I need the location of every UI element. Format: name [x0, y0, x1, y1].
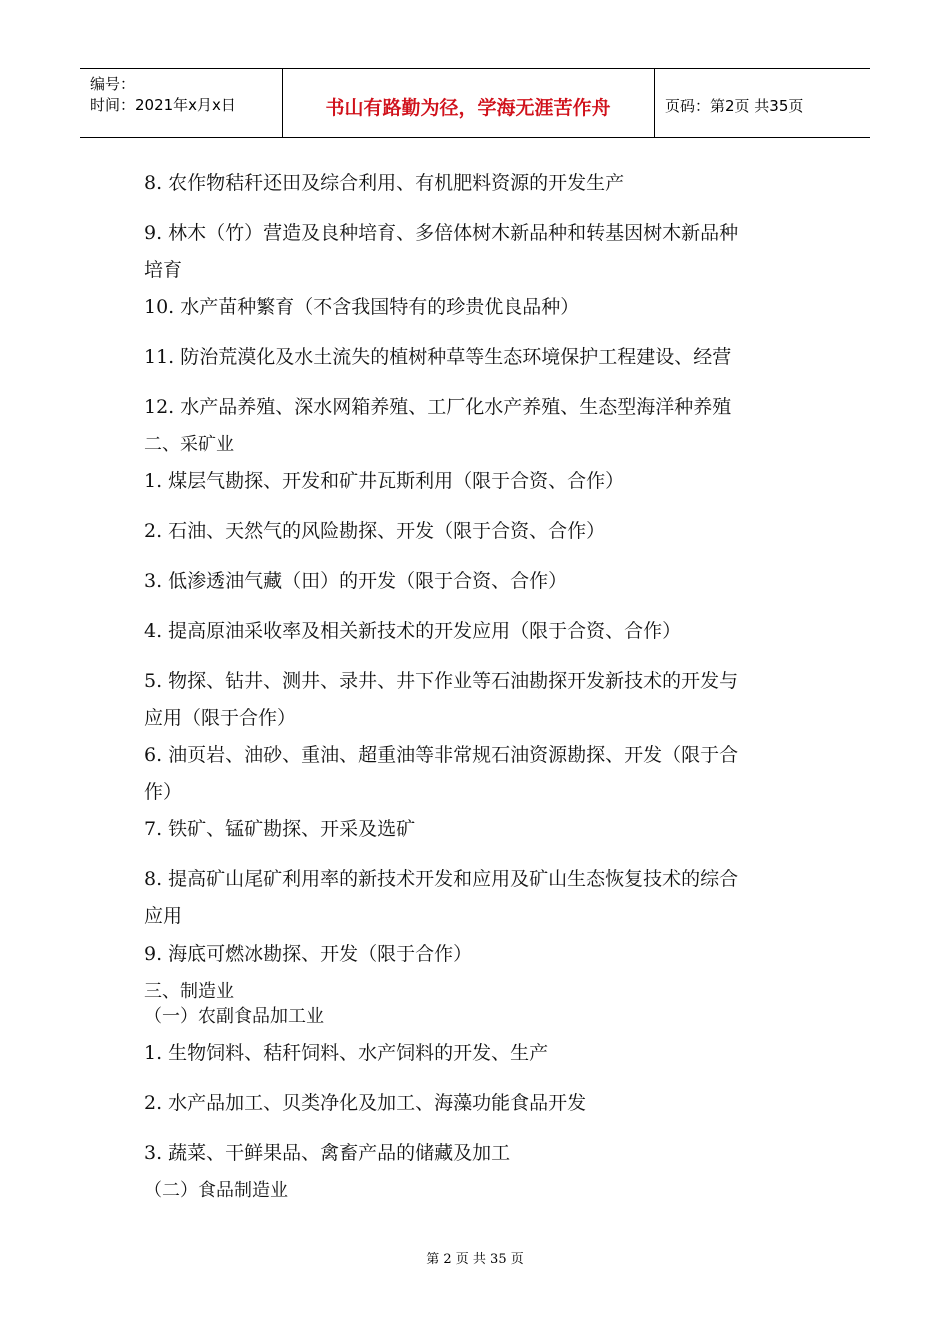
document-date: 时间：2021年x月x日 [90, 96, 236, 114]
list-item-continuation: 应用（限于合作） [144, 707, 297, 729]
header-info-cell [80, 69, 283, 137]
list-item: 2. 水产品加工、贝类净化及加工、海藻功能食品开发 [144, 1092, 587, 1114]
list-item: 1. 生物饲料、秸秆饲料、水产饲料的开发、生产 [144, 1042, 549, 1064]
list-item: 8. 农作物秸秆还田及综合利用、有机肥料资源的开发生产 [144, 172, 625, 194]
subsection-heading: （二）食品制造业 [144, 1180, 288, 1201]
document-number: 编号： [90, 75, 136, 93]
list-item-continuation: 应用 [144, 905, 183, 927]
list-item: 8. 提高矿山尾矿利用率的新技术开发和应用及矿山生态恢复技术的综合 [144, 868, 739, 890]
section-heading: 二、采矿业 [144, 434, 234, 455]
list-item-continuation: 培育 [144, 259, 183, 281]
list-item: 1. 煤层气勘探、开发和矿井瓦斯利用（限于合资、合作） [144, 470, 625, 492]
header-motto: 书山有路勤为径，学海无涯苦作舟 [325, 97, 611, 119]
list-item: 3. 低渗透油气藏（田）的开发（限于合资、合作） [144, 570, 568, 592]
list-item: 6. 油页岩、油砂、重油、超重油等非常规石油资源勘探、开发（限于合 [144, 744, 739, 766]
list-item: 12. 水产品养殖、深水网箱养殖、工厂化水产养殖、生态型海洋种养殖 [144, 396, 732, 418]
header-motto-cell [282, 69, 655, 137]
page-footer: 第 2 页 共 35 页 [426, 1252, 524, 1267]
list-item: 5. 物探、钻井、测井、录井、井下作业等石油勘探开发新技术的开发与 [144, 670, 739, 692]
header-page-number: 页码：第2页 共35页 [665, 97, 804, 115]
header-page-cell [655, 69, 870, 137]
list-item: 10. 水产苗种繁育（不含我国特有的珍贵优良品种） [144, 296, 580, 318]
section-heading: 三、制造业 [144, 981, 234, 1002]
list-item: 11. 防治荒漠化及水土流失的植树种草等生态环境保护工程建设、经营 [144, 346, 732, 368]
list-item: 4. 提高原油采收率及相关新技术的开发应用（限于合资、合作） [144, 620, 682, 642]
list-item: 3. 蔬菜、干鲜果品、禽畜产品的储藏及加工 [144, 1142, 511, 1164]
subsection-heading: （一）农副食品加工业 [144, 1006, 324, 1027]
list-item: 9. 林木（竹）营造及良种培育、多倍体树木新品种和转基因树木新品种 [144, 222, 739, 244]
document-header [80, 68, 870, 138]
list-item-continuation: 作） [144, 781, 183, 803]
list-item: 9. 海底可燃冰勘探、开发（限于合作） [144, 943, 473, 965]
list-item: 7. 铁矿、锰矿勘探、开采及选矿 [144, 818, 416, 840]
list-item: 2. 石油、天然气的风险勘探、开发（限于合资、合作） [144, 520, 606, 542]
